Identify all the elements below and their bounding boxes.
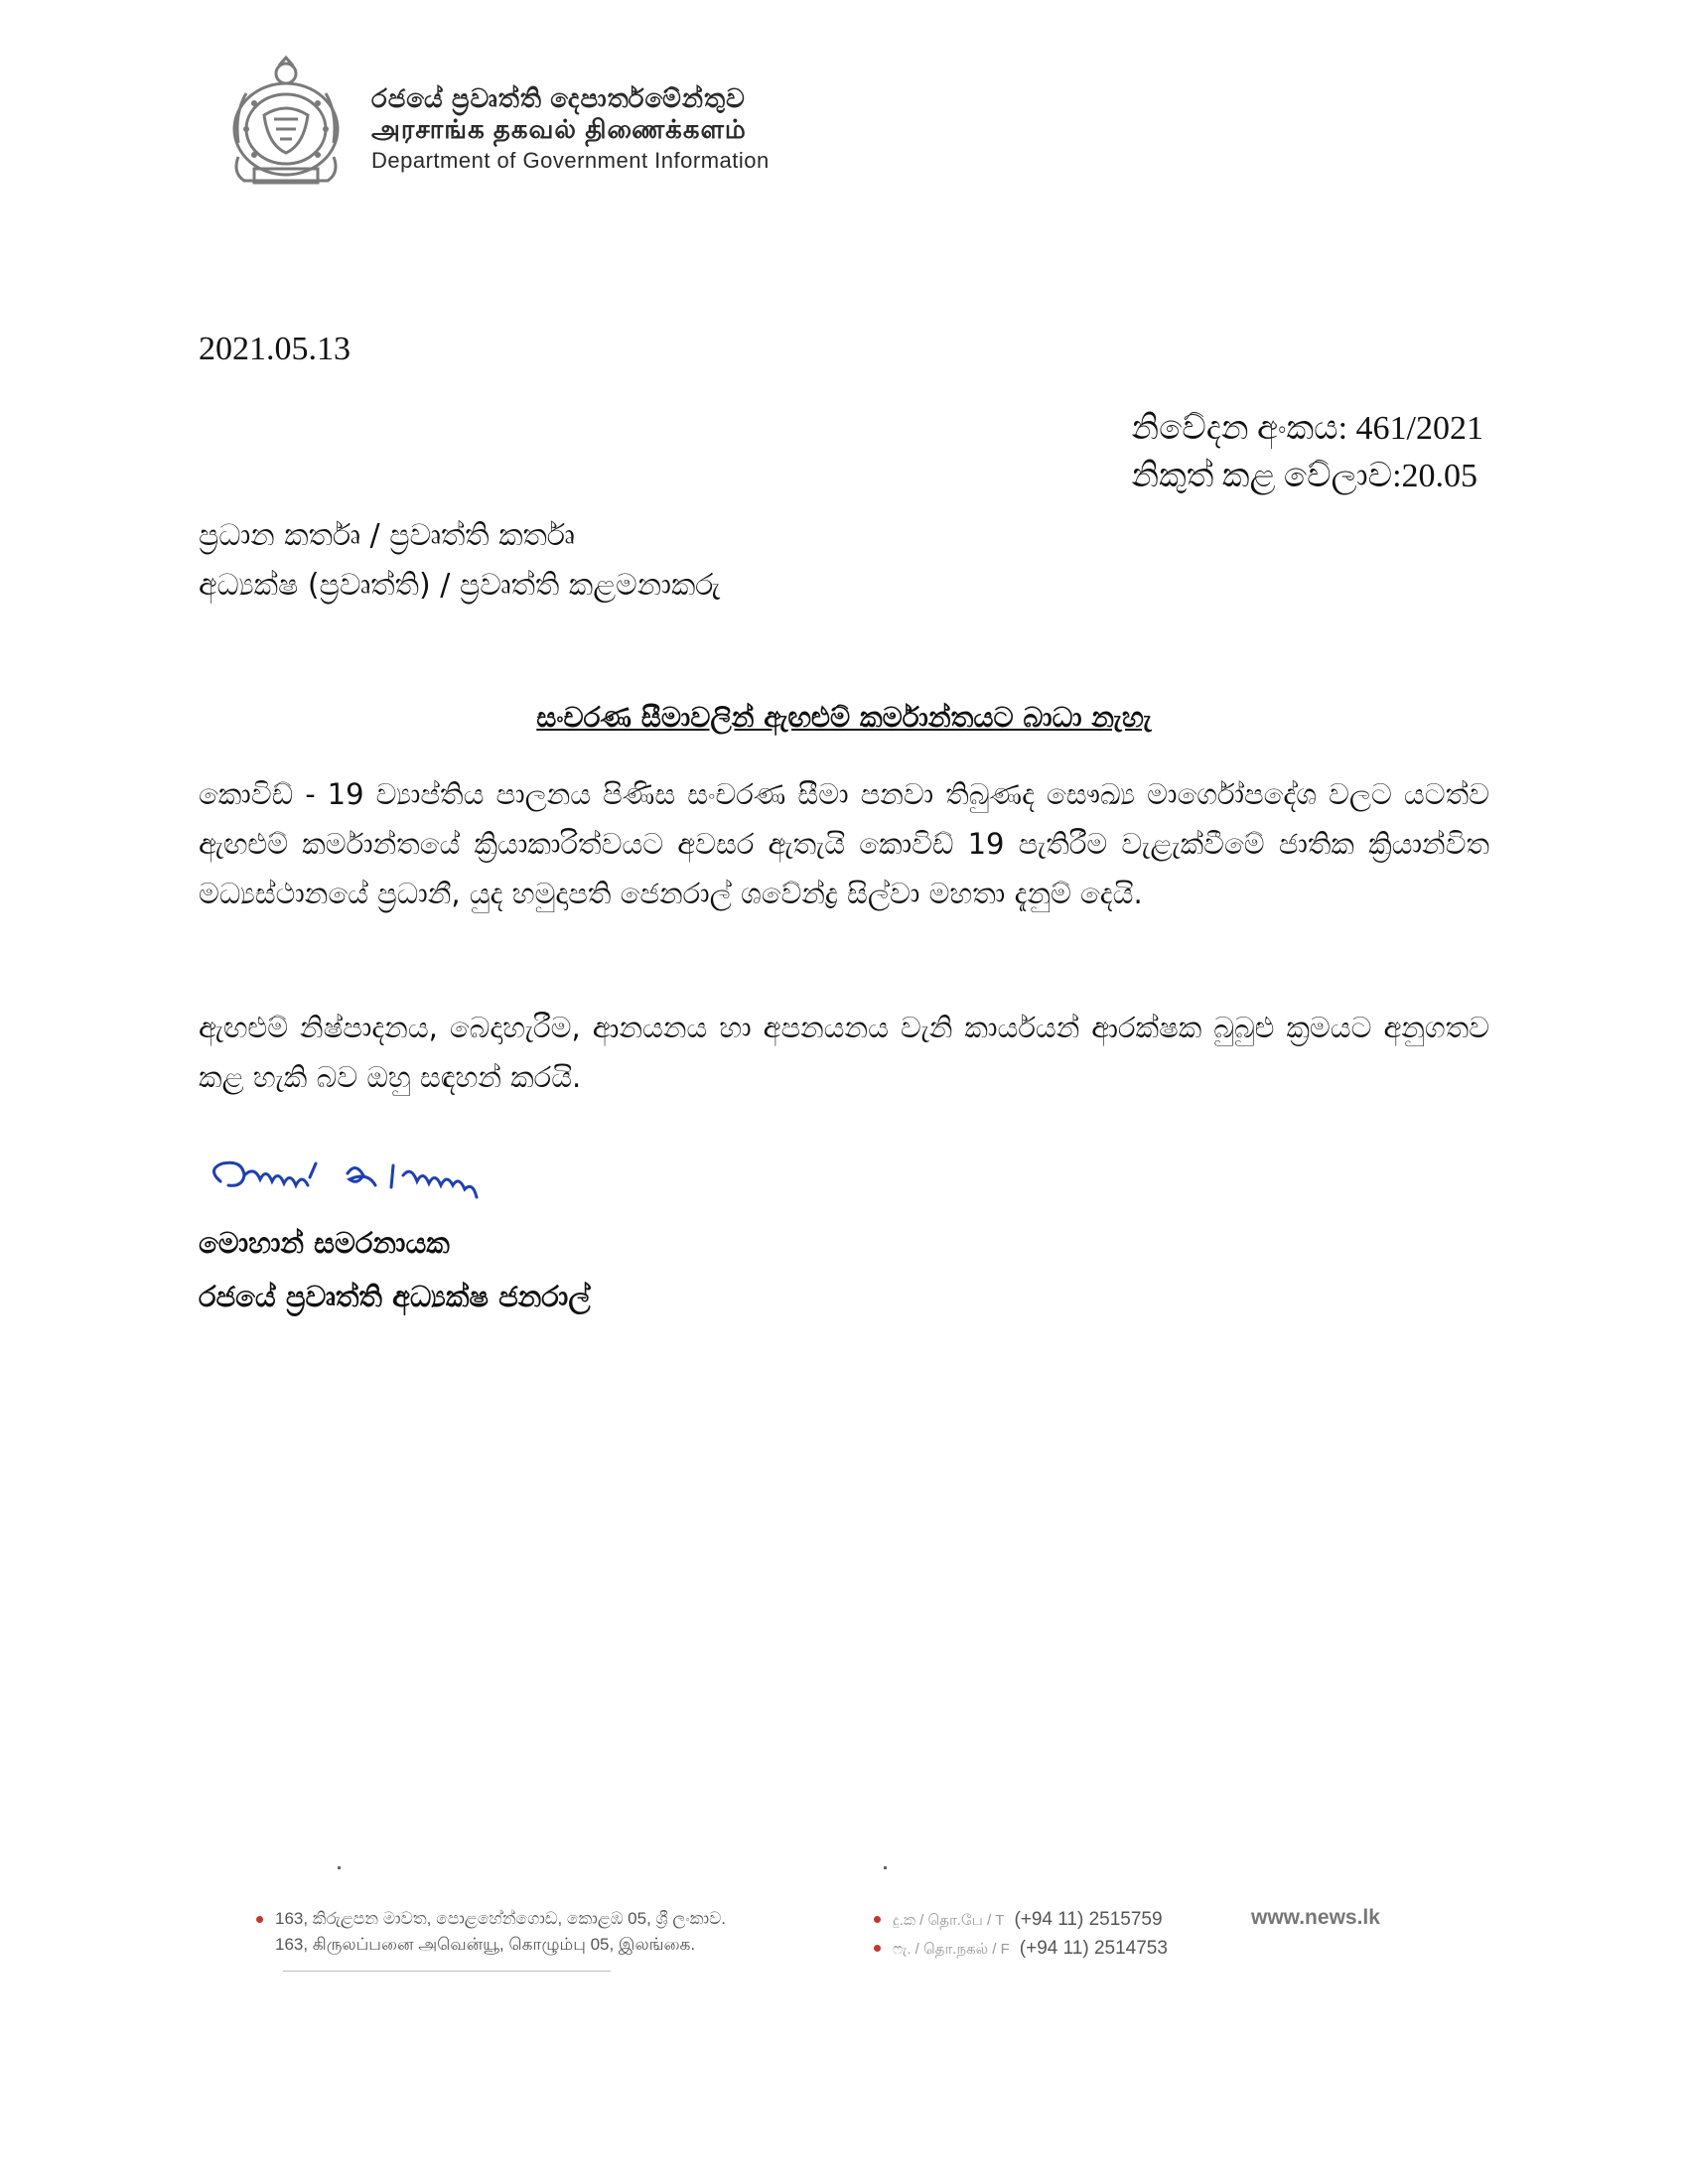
footer (0, 1866, 1688, 2005)
website-link[interactable]: www.news.lk (1251, 1906, 1380, 1929)
release-number: නිවේදන අංකය: 461/2021 (1131, 410, 1483, 447)
fax-number: (+94 11) 2514753 (1019, 1938, 1168, 1959)
recipients (199, 511, 720, 611)
address-sinhala: 163, කිරුළපන මාවත, පොළහේන්ගොඩ, කොළඹ 05, ශ්‍රී ලංකාව. (275, 1909, 727, 1928)
signatory (199, 1216, 590, 1323)
recipient-line: ප්‍රධාන කර්තෘ / ප්‍රවෘත්ති කර්තෘ (199, 518, 575, 553)
body-paragraph: කොවිඩ් - 19 ව්‍යාප්තිය පාලනය පිණිස සංචරණ සීමා පනවා තිබුණද සෞඛ්‍ය මාර්ගෝපදේශ වලට යටත්ව ඇඟළුම් කර්මාන්තයේ ක්‍රියාකාරිත්වයට අවසර ඇතැයි කොවිඩ් 19 පැතිරීම වැළැක්වීමේ ජාතික ක්‍රියාන්විත මධ්‍යස්ථානයේ ප්‍රධානී, යුද හමුදාපති ජෙනරාල් ශවේන්ද්‍ර සිල්වා මහතා දැනුම් දෙයි. (199, 777, 1489, 910)
telephone-label: දු.ක / தொ.பே / T (893, 1912, 1005, 1929)
address-tamil: 163, கிருலப்பனை அவென்யூ, கொழும்பு 05, இலங்கை. (275, 1935, 696, 1954)
recipient-line: අධ්‍යක්ෂ (ප්‍රවෘත්ති) / ප්‍රවෘත්ති කළමනාකරු (199, 568, 721, 603)
letterhead (224, 48, 900, 197)
issue-date: 2021.05.13 (199, 331, 351, 367)
release-time: නිකුත් කළ වේලාව:20.05 (1131, 458, 1478, 494)
release-reference (1132, 405, 1483, 500)
body-paragraph: ඇඟළුම් නිෂ්පාදනය, බෙදාහැරීම, ආනයනය හා අපනයනය වැනි කාර්යයන් ආරක්ෂක බුබුළු ක්‍රමයට අනුගතව කළ හැකි බව ඔහු සඳහන් කරයි. (199, 1011, 1489, 1094)
signature (199, 1142, 576, 1226)
red-dot-icon (874, 1945, 881, 1952)
footer-divider (283, 1971, 611, 1972)
telephone-number: (+94 11) 2515759 (1014, 1909, 1163, 1930)
department-name-english: Department of Government Information (371, 148, 770, 173)
signatory-title: රජයේ ප්‍රවෘත්ති අධ්‍යක්ෂ ජනරාල් (199, 1280, 591, 1313)
signatory-name: මොහාන් සමරනායක (199, 1226, 450, 1260)
red-dot-icon (874, 1916, 881, 1923)
red-dot-icon (256, 1916, 263, 1923)
headline: සංචරණ සීමාවලින් ඇඟළුම් කර්මාන්තයට බාධා නැහැ (536, 701, 1152, 734)
sri-lanka-emblem-icon (224, 54, 349, 191)
scan-speck (884, 1866, 887, 1869)
scan-speck (338, 1866, 341, 1869)
footer-contact (874, 1906, 1168, 1964)
department-name-tamil: அரசாங்க தகவல் திணைக்களம் (371, 114, 747, 144)
footer-address (256, 1906, 726, 1958)
department-name-sinhala: රජයේ ප්‍රවෘත්ති දෙපාර්තමේන්තුව (371, 83, 746, 113)
department-name (371, 83, 770, 176)
fax-label: ෆැ. / தொ.நகல் / F (893, 1941, 1010, 1958)
